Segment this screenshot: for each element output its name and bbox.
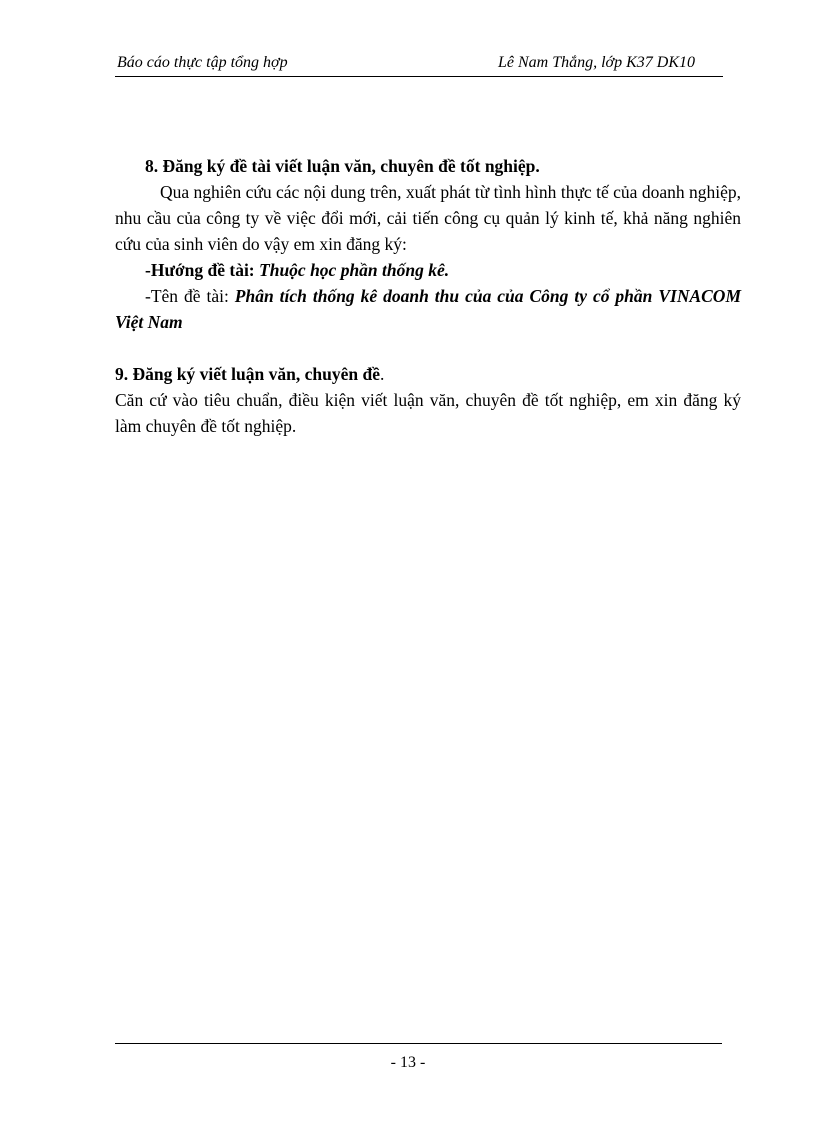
section-8-paragraph: Qua nghiên cứu các nội dung trên, xuất phát từ tình hình thực tế của doanh nghiệp, nhu cầu của công ty về việc đổi mới, cải tiến công cụ quản lý kinh tế, khả năng nghiên cứu của sinh viên do vậy em xin đăng ký: xyxy=(115,182,741,254)
footer-divider xyxy=(115,1043,722,1044)
header-report-title: Báo cáo thực tập tổng hợp xyxy=(117,54,288,71)
section-9-paragraph: Căn cứ vào tiêu chuẩn, điều kiện viết luận văn, chuyên đề tốt nghiệp, em xin đăng ký làm chuyên đề tốt nghiệp. xyxy=(115,390,741,436)
section-9-heading-text: 9. Đăng ký viết luận văn, chuyên đề xyxy=(115,364,380,384)
page-number: - 13 - xyxy=(390,1054,426,1071)
topic-direction-label: -Hướng đề tài: xyxy=(145,260,255,280)
section-9-heading xyxy=(115,361,741,387)
header-author: Lê Nam Thắng, lớp K37 DK10 xyxy=(497,54,695,71)
topic-direction-line xyxy=(115,257,741,283)
topic-title-value: Phân tích thống kê doanh thu của của Công ty cổ phần VINACOM Việt Nam xyxy=(115,286,742,332)
page-header xyxy=(115,52,723,77)
topic-title-line xyxy=(115,283,741,335)
topic-direction-value: Thuộc học phần thống kê. xyxy=(259,260,450,280)
topic-title-label: -Tên đề tài: xyxy=(145,286,229,306)
section-9-heading-suffix: . xyxy=(379,364,385,384)
document-body xyxy=(115,153,741,439)
section-8-heading: 8. Đăng ký đề tài viết luận văn, chuyên đề tốt nghiệp. xyxy=(145,156,540,176)
spacer xyxy=(115,335,741,361)
